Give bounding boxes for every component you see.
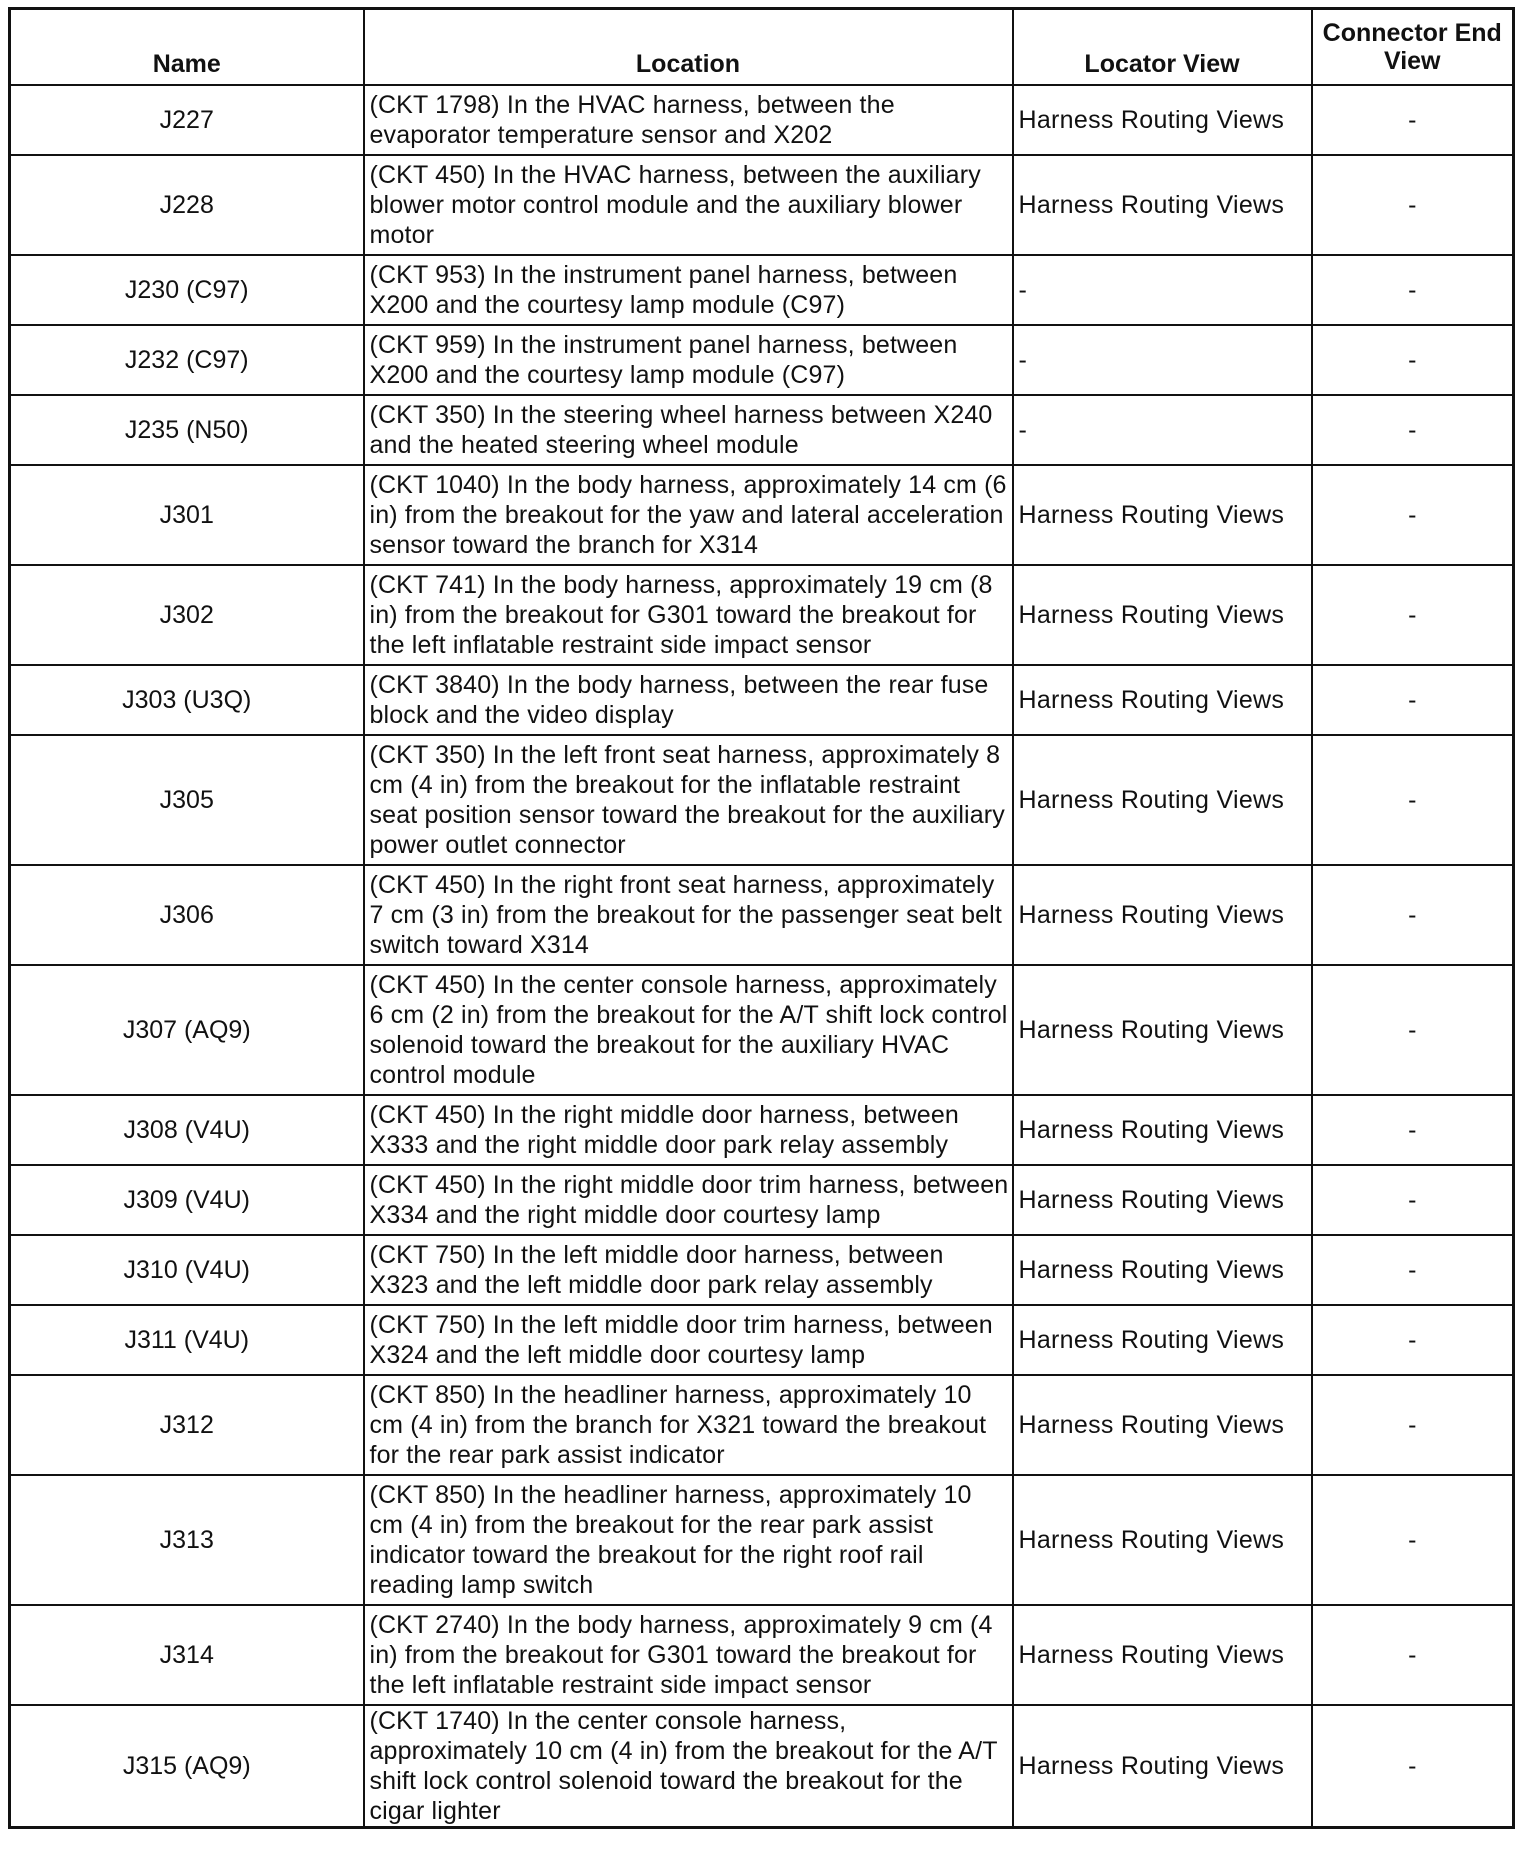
table-row <box>10 155 1514 255</box>
header-name: Name <box>10 9 364 86</box>
cell-location: (CKT 953) In the instrument panel harness, between X200 and the courtesy lamp module (C97) <box>364 255 1013 325</box>
cell-name: J235 (N50) <box>10 395 364 465</box>
table-row <box>10 325 1514 395</box>
cell-connector-end-view: - <box>1312 395 1514 465</box>
table-row <box>10 255 1514 325</box>
cell-connector-end-view: - <box>1312 85 1514 155</box>
cell-location: (CKT 850) In the headliner harness, approximately 10 cm (4 in) from the breakout for the rear park assist indicator toward the breakout for the right roof rail reading lamp switch <box>364 1475 1013 1605</box>
table-row <box>10 735 1514 865</box>
cell-name: J314 <box>10 1605 364 1705</box>
cell-locator-view: Harness Routing Views <box>1013 1605 1312 1705</box>
cell-locator-view: Harness Routing Views <box>1013 1235 1312 1305</box>
cell-name: J312 <box>10 1375 364 1475</box>
cell-connector-end-view: - <box>1312 255 1514 325</box>
cell-location: (CKT 450) In the HVAC harness, between the auxiliary blower motor control module and the auxiliary blower motor <box>364 155 1013 255</box>
cell-name: J308 (V4U) <box>10 1095 364 1165</box>
splice-locations-table <box>8 7 1515 1829</box>
cell-connector-end-view: - <box>1312 865 1514 965</box>
cell-connector-end-view: - <box>1312 965 1514 1095</box>
cell-connector-end-view: - <box>1312 1095 1514 1165</box>
cell-locator-view: Harness Routing Views <box>1013 965 1312 1095</box>
table-row <box>10 1165 1514 1235</box>
table-row <box>10 1475 1514 1605</box>
cell-connector-end-view: - <box>1312 665 1514 735</box>
table-row <box>10 1605 1514 1705</box>
cell-locator-view: Harness Routing Views <box>1013 1305 1312 1375</box>
table-row <box>10 465 1514 565</box>
cell-connector-end-view: - <box>1312 465 1514 565</box>
table-row <box>10 1305 1514 1375</box>
cell-name: J307 (AQ9) <box>10 965 364 1095</box>
table-row <box>10 85 1514 155</box>
header-connector-end-view: Connector End View <box>1312 9 1514 86</box>
cell-name: J315 (AQ9) <box>10 1705 364 1828</box>
cell-locator-view: Harness Routing Views <box>1013 735 1312 865</box>
cell-name: J232 (C97) <box>10 325 364 395</box>
cell-connector-end-view: - <box>1312 1475 1514 1605</box>
table-body <box>10 85 1514 1828</box>
cell-connector-end-view: - <box>1312 565 1514 665</box>
cell-name: J230 (C97) <box>10 255 364 325</box>
cell-locator-view: Harness Routing Views <box>1013 565 1312 665</box>
cell-name: J306 <box>10 865 364 965</box>
header-locator-view: Locator View <box>1013 9 1312 86</box>
cell-locator-view: Harness Routing Views <box>1013 465 1312 565</box>
table-row <box>10 965 1514 1095</box>
cell-connector-end-view: - <box>1312 1305 1514 1375</box>
cell-connector-end-view: - <box>1312 325 1514 395</box>
table-row <box>10 865 1514 965</box>
cell-locator-view: Harness Routing Views <box>1013 1475 1312 1605</box>
cell-location: (CKT 450) In the center console harness, approximately 6 cm (2 in) from the breakout for the A/T shift lock control solenoid toward the breakout for the auxiliary HVAC control module <box>364 965 1013 1095</box>
cell-connector-end-view: - <box>1312 1705 1514 1828</box>
cell-locator-view: - <box>1013 325 1312 395</box>
table-row <box>10 1705 1514 1828</box>
cell-locator-view: Harness Routing Views <box>1013 865 1312 965</box>
header-row <box>10 9 1514 86</box>
cell-location: (CKT 350) In the left front seat harness, approximately 8 cm (4 in) from the breakout for the inflatable restraint seat position sensor toward the breakout for the auxiliary power outlet connector <box>364 735 1013 865</box>
cell-connector-end-view: - <box>1312 735 1514 865</box>
cell-connector-end-view: - <box>1312 155 1514 255</box>
cell-name: J313 <box>10 1475 364 1605</box>
cell-location: (CKT 450) In the right middle door harness, between X333 and the right middle door park relay assembly <box>364 1095 1013 1165</box>
cell-name: J305 <box>10 735 364 865</box>
table-row <box>10 1375 1514 1475</box>
cell-location: (CKT 741) In the body harness, approximately 19 cm (8 in) from the breakout for G301 toward the breakout for the left inflatable restraint side impact sensor <box>364 565 1013 665</box>
cell-connector-end-view: - <box>1312 1165 1514 1235</box>
cell-location: (CKT 350) In the steering wheel harness between X240 and the heated steering wheel module <box>364 395 1013 465</box>
cell-name: J303 (U3Q) <box>10 665 364 735</box>
cell-location: (CKT 1740) In the center console harness, approximately 10 cm (4 in) from the breakout for the A/T shift lock control solenoid toward the breakout for the cigar lighter <box>364 1705 1013 1828</box>
cell-location: (CKT 850) In the headliner harness, approximately 10 cm (4 in) from the branch for X321 toward the breakout for the rear park assist indicator <box>364 1375 1013 1475</box>
cell-name: J301 <box>10 465 364 565</box>
table-row <box>10 1235 1514 1305</box>
cell-locator-view: Harness Routing Views <box>1013 1375 1312 1475</box>
cell-locator-view: Harness Routing Views <box>1013 1095 1312 1165</box>
cell-location: (CKT 2740) In the body harness, approximately 9 cm (4 in) from the breakout for G301 toward the breakout for the left inflatable restraint side impact sensor <box>364 1605 1013 1705</box>
cell-location: (CKT 450) In the right middle door trim harness, between X334 and the right middle door courtesy lamp <box>364 1165 1013 1235</box>
cell-locator-view: Harness Routing Views <box>1013 665 1312 735</box>
table-row <box>10 565 1514 665</box>
cell-location: (CKT 1040) In the body harness, approximately 14 cm (6 in) from the breakout for the yaw and lateral acceleration sensor toward the branch for X314 <box>364 465 1013 565</box>
cell-name: J310 (V4U) <box>10 1235 364 1305</box>
table-row <box>10 665 1514 735</box>
cell-name: J311 (V4U) <box>10 1305 364 1375</box>
cell-location: (CKT 450) In the right front seat harness, approximately 7 cm (3 in) from the breakout for the passenger seat belt switch toward X314 <box>364 865 1013 965</box>
cell-location: (CKT 750) In the left middle door harness, between X323 and the left middle door park relay assembly <box>364 1235 1013 1305</box>
table-header <box>10 9 1514 86</box>
cell-locator-view: - <box>1013 255 1312 325</box>
cell-location: (CKT 1798) In the HVAC harness, between the evaporator temperature sensor and X202 <box>364 85 1013 155</box>
cell-name: J309 (V4U) <box>10 1165 364 1235</box>
cell-locator-view: - <box>1013 395 1312 465</box>
cell-connector-end-view: - <box>1312 1235 1514 1305</box>
cell-locator-view: Harness Routing Views <box>1013 1705 1312 1828</box>
cell-connector-end-view: - <box>1312 1375 1514 1475</box>
cell-location: (CKT 750) In the left middle door trim harness, between X324 and the left middle door courtesy lamp <box>364 1305 1013 1375</box>
cell-connector-end-view: - <box>1312 1605 1514 1705</box>
cell-locator-view: Harness Routing Views <box>1013 155 1312 255</box>
cell-locator-view: Harness Routing Views <box>1013 85 1312 155</box>
cell-location: (CKT 959) In the instrument panel harness, between X200 and the courtesy lamp module (C97) <box>364 325 1013 395</box>
header-location: Location <box>364 9 1013 86</box>
cell-name: J227 <box>10 85 364 155</box>
cell-location: (CKT 3840) In the body harness, between the rear fuse block and the video display <box>364 665 1013 735</box>
table-row <box>10 1095 1514 1165</box>
cell-name: J302 <box>10 565 364 665</box>
table-row <box>10 395 1514 465</box>
cell-name: J228 <box>10 155 364 255</box>
cell-locator-view: Harness Routing Views <box>1013 1165 1312 1235</box>
